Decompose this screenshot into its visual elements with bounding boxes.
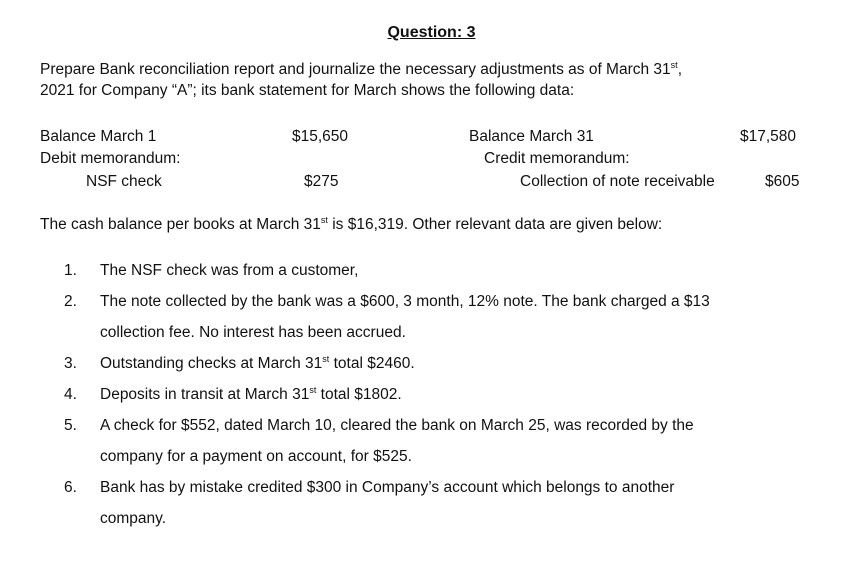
cash-balance-superscript: st	[320, 215, 328, 225]
list-item-3-text-b: total $2460.	[329, 355, 415, 372]
list-item-number: 1.	[64, 262, 77, 279]
list-item-4-superscript: st	[309, 385, 317, 395]
note-collection-label: Collection of note receivable	[520, 173, 715, 190]
balance-march-1-value: $15,650	[292, 128, 349, 145]
list-item-4-text	[100, 385, 402, 405]
list-item-number: 5.	[64, 417, 77, 434]
cash-balance-line	[40, 215, 662, 235]
list-item-3-superscript: st	[322, 354, 330, 364]
list-item-3-text	[100, 354, 415, 374]
list-item-3-text-a: Outstanding checks at March 31	[100, 355, 323, 372]
credit-memorandum-label: Credit memorandum:	[484, 150, 630, 167]
list-item-number: 2.	[64, 293, 77, 310]
intro-line-1-end: ,	[677, 61, 682, 78]
cash-balance-text-end: is $16,319. Other relevant data are given below:	[327, 216, 663, 233]
intro-superscript: st	[670, 60, 678, 70]
note-collection-value: $605	[765, 173, 800, 190]
list-item-6-text: Bank has by mistake credited $300 in Company’s account which belongs to another	[100, 479, 675, 496]
intro-line-2: 2021 for Company “A”; its bank statement for March shows the following data:	[40, 82, 575, 99]
cash-balance-text: The cash balance per books at March 31	[40, 216, 321, 233]
list-item-number: 3.	[64, 355, 77, 372]
balance-march-31-label: Balance March 31	[469, 128, 594, 145]
balance-march-1-label: Balance March 1	[40, 128, 157, 145]
intro-line-1-text: Prepare Bank reconciliation report and journalize the necessary adjustments as of March 31	[40, 61, 671, 78]
intro-line-1	[40, 60, 682, 80]
list-item-4-text-a: Deposits in transit at March 31	[100, 386, 310, 403]
question-title: Question: 3	[387, 24, 476, 41]
nsf-check-label: NSF check	[86, 173, 162, 190]
list-item-6-text-cont: company.	[100, 510, 167, 527]
list-item-1-text: The NSF check was from a customer,	[100, 262, 359, 279]
balance-march-31-value: $17,580	[740, 128, 797, 145]
list-item-5-text-cont: company for a payment on account, for $525.	[100, 448, 412, 465]
list-item-5-text: A check for $552, dated March 10, cleared the bank on March 25, was recorded by the	[100, 417, 694, 434]
list-item-2-text: The note collected by the bank was a $600, 3 month, 12% note. The bank charged a $13	[100, 293, 710, 310]
list-item-2-text-cont: collection fee. No interest has been accrued.	[100, 324, 406, 341]
list-item-number: 6.	[64, 479, 77, 496]
debit-memorandum-label: Debit memorandum:	[40, 150, 181, 167]
list-item-number: 4.	[64, 386, 77, 403]
nsf-check-value: $275	[304, 173, 339, 190]
list-item-4-text-b: total $1802.	[316, 386, 402, 403]
